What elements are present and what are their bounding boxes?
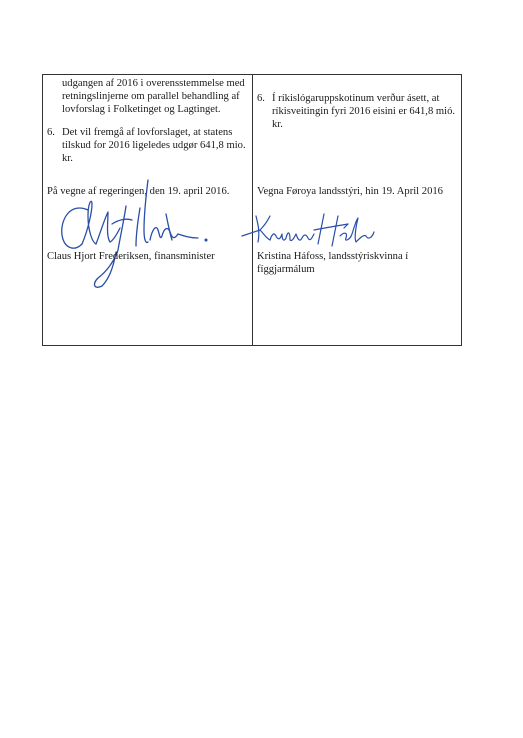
- right-dateline: Vegna Føroya landsstýri, hin 19. April 2016: [257, 186, 443, 197]
- faroese-signature-icon: [240, 210, 380, 252]
- right-signatory: Kristina Háfoss, landsstýriskvinna í fíggjarmálum: [257, 251, 409, 275]
- left-dateline: På vegne af regeringen, den 19. april 2016.: [47, 186, 230, 197]
- right-item-text: Í ríkislógaruppskotinum verður ásett, at ríkisveitingin fyri 2016 eisini er 641,8 mió. kr.: [272, 93, 456, 130]
- left-continuation-text: udgangen af 2016 i overensstemmelse med retningslinjerne om parallel behandling af lovforslag i Folketinget og Lagtinget.: [62, 78, 245, 115]
- danish-signature-icon: [48, 160, 218, 295]
- left-signatory: Claus Hjort Frederiksen, finansminister: [47, 251, 215, 262]
- right-item-number: 6.: [257, 93, 265, 104]
- left-item-text: Det vil fremgå af lovforslaget, at statens tilskud for 2016 ligeledes udgør 641,8 mio. kr.: [62, 127, 246, 164]
- left-item-number: 6.: [47, 127, 55, 138]
